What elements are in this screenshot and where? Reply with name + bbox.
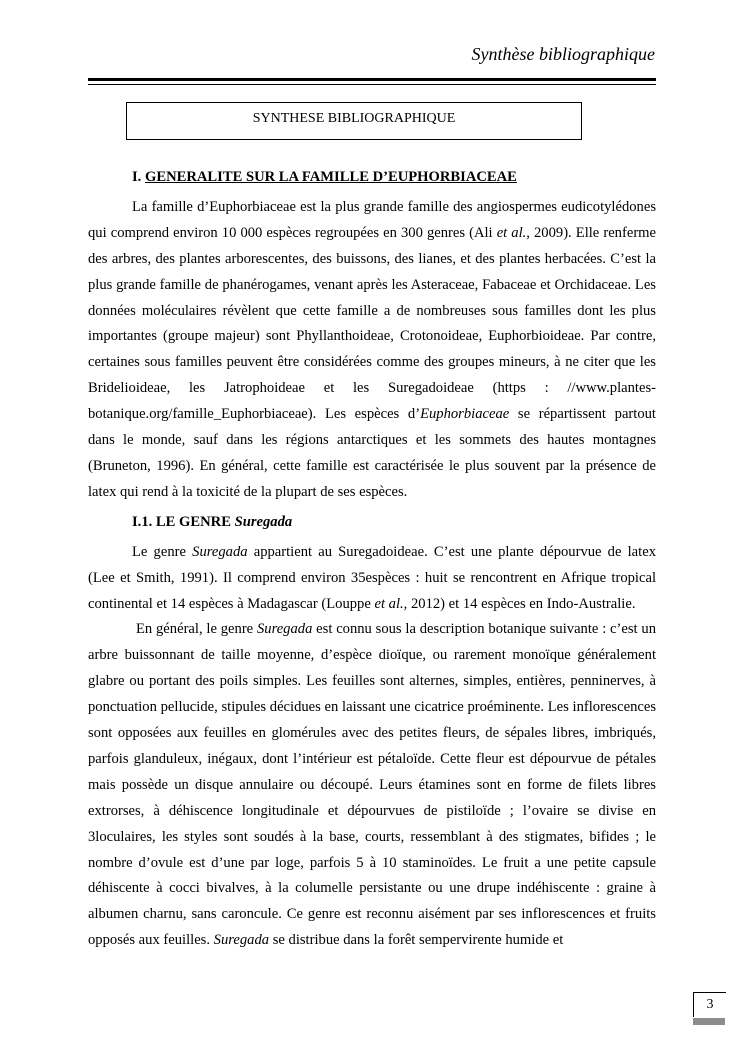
page-number-bar xyxy=(693,1018,725,1025)
body-text xyxy=(88,163,656,954)
subsection-heading-genus: Suregada xyxy=(234,513,293,530)
paragraph-2 xyxy=(88,540,656,618)
header-rule-thick xyxy=(88,78,656,81)
p1-etal: et al. xyxy=(496,224,527,241)
page-number: 3 xyxy=(693,992,726,1017)
section-heading-1 xyxy=(88,165,656,191)
chapter-title-box xyxy=(126,102,582,140)
p3-text-b: est connu sous la description botanique suivante : c’est un arbre buissonnant de taille moyenne, d’espèce dioïque, ou rarement monoïque généralement glabre ou portant des poils simples. Les feuilles sont alternes, simples, entières, penninerves, à ponctuation pellucide, stipules décidues en laissant une cicatrice proéminente. Les inflorescences sont opposées aux feuilles en glomérules avec des petites fleurs, de sépales libres, imbriqués, parfois glanduleux, inégaux, dont l’intérieur est pétaloïde. Cette fleur est dépourvue de pétales mais possède un disque annulaire ou découpé. Leurs étamines sont en forme de filets libres extrorses, à déhiscence longitudinale et dépourvues de pistiloïde ; l’ovaire se divise en 3loculaires, les styles sont soudés à la base, courts, ressemblant à des stigmates, bifides ; le nombre d’ovule est d’une par loge, parfois 5 à 10 staminoïdes. Le fruit a une petite capsule déhiscente à cocci bivalves, à la columelle persistante ou une drupe indéhiscente : graine à albumen charnu, sans caroncule. Ce genre est reconnu aisément par ses inflorescences et fruits opposés aux feuilles. xyxy=(88,621,656,949)
p1-text-b: , 2009). Elle renferme des arbres, des plantes arborescentes, des buissons, des lianes, et des plantes herbacées. C’est la plus grande famille de phanérogames, venant après les Asteraceae, Fabaceae et Orchidaceae. Les données moléculaires révèlent que cette famille a de nombreuses sous familles dont les plus importantes (groupe majeur) sont Phyllanthoideae, Crotonoideae, Euphorbioideae. Par contre, certaines sous familles peuvent être considérées comme des groupes mineurs, à ne citer que les Bridelioideae, les Jatrophoideae et les Suregadoideae (https : //www.plantes-botanique.org/famille_Euphorbiaceae). Les espèces d’ xyxy=(88,224,657,423)
p2-text-b: appartient au Suregadoideae. C’est une plante dépourvue de latex (Lee et Smith, 1991). Il comprend environ 35espèces : huit se rencontrent en Afrique tropical continental et 14 espèces à Madagascar (Louppe xyxy=(88,543,656,612)
chapter-title: SYNTHESE BIBLIOGRAPHIQUE xyxy=(252,111,456,126)
section-heading-text: GENERALITE SUR LA FAMILLE D’EUPHORBIACEAE xyxy=(144,169,517,185)
p2-text-a: Le genre xyxy=(132,543,193,560)
p2-italic-suregada: Suregada xyxy=(192,543,248,560)
p1-italic-euphorbiaceae: Euphorbiaceae xyxy=(420,406,510,423)
section-heading-1-1 xyxy=(88,510,656,536)
running-header-title: Synthèse bibliographique xyxy=(471,44,655,64)
header-rule-thin xyxy=(88,84,656,85)
paragraph-1 xyxy=(88,195,656,506)
p3-text-a: En général, le genre xyxy=(136,621,257,638)
p3-italic-suregada-2: Suregada xyxy=(213,932,270,949)
p2-etal: et al. xyxy=(374,595,404,612)
p2-text-c: , 2012) et 14 espèces en Indo-Australie. xyxy=(403,595,636,612)
p3-text-c: se distribue dans la forêt sempervirente humide et xyxy=(269,932,564,949)
p1-text-a: La famille d’Euphorbiaceae est la plus grande famille des angiospermes eudicotylédones qui comprend environ 10 000 espèces regroupées en 300 genres (Ali xyxy=(88,198,656,241)
subsection-heading-text: I.1. LE GENRE xyxy=(132,513,235,530)
paragraph-3 xyxy=(88,617,656,954)
p1-text-c: se répartissent partout dans le monde, sauf dans les régions antarctiques et les sommets des hautes montagnes (Bruneton, 1996). En général, cette famille est caractérisée le plus souvent par la présence de latex qui rend à la toxicité de la plupart de ses espèces. xyxy=(88,406,656,500)
section-number: I. xyxy=(132,169,145,185)
p3-italic-suregada: Suregada xyxy=(256,621,313,638)
